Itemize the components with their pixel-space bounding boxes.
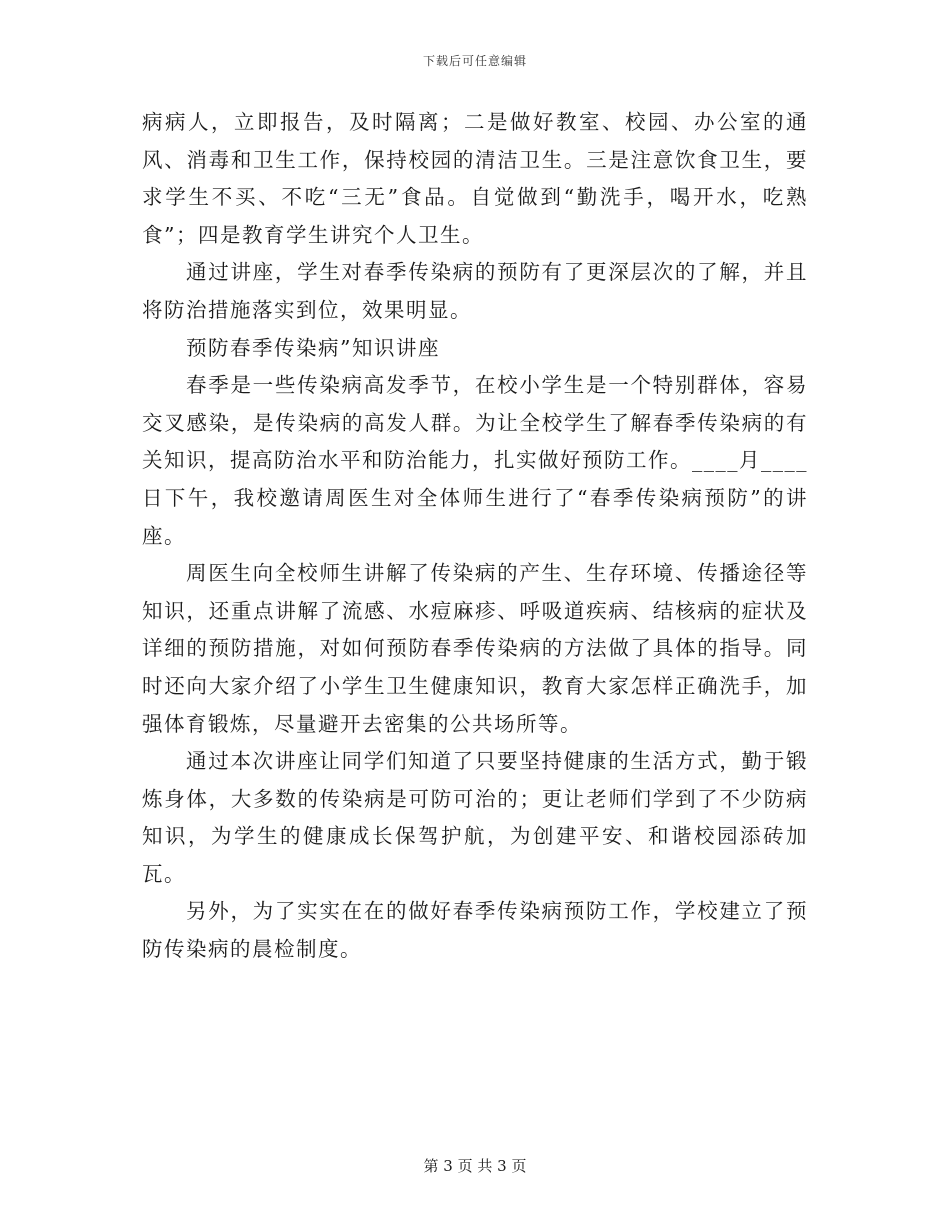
section-title: 预防春季传染病”知识讲座 bbox=[186, 335, 440, 360]
paragraph-morning-check: 另外，为了实实在在的做好春季传染病预防工作，学校建立了预防传染病的晨检制度。 bbox=[142, 899, 808, 962]
paragraph-continuation: 病病人，立即报告，及时隔离；二是做好教室、校园、办公室的通风、消毒和卫生工作，保持校园的清洁卫生。三是注意饮食卫生，要求学生不买、不吃“三无”食品。自觉做到“勤洗手，喝开水，吃熟食”；四是教育学生讲究个人卫生。 bbox=[142, 110, 808, 247]
document-body bbox=[142, 104, 808, 969]
paragraph-outcome: 通过本次讲座让同学们知道了只要坚持健康的生活方式，勤于锻炼身体，大多数的传染病是可防可治的；更让老师们学到了不少防病知识，为学生的健康成长保驾护航，为创建平安、和谐校园添砖加瓦。 bbox=[142, 749, 808, 886]
page-header: 下载后可任意编辑 bbox=[422, 54, 527, 68]
paragraph-lecture-summary: 通过讲座，学生对春季传染病的预防有了更深层次的了解，并且将防治措施落实到位，效果明显。 bbox=[142, 260, 808, 322]
paragraph-lecture-content: 周医生向全校师生讲解了传染病的产生、生存环境、传播途径等知识，还重点讲解了流感、水痘麻疹、呼吸道疾病、结核病的症状及详细的预防措施，对如何预防春季传染病的方法做了具体的指导。同时还向大家介绍了小学生卫生健康知识，教育大家怎样正确洗手，加强体育锻炼，尽量避开去密集的公共场所等。 bbox=[142, 561, 808, 736]
page-number: 第 3 页 共 3 页 bbox=[423, 1157, 527, 1175]
paragraph-intro: 春季是一些传染病高发季节，在校小学生是一个特别群体，容易交叉感染，是传染病的高发人群。为让全校学生了解春季传染病的有关知识，提高防治水平和防治能力，扎实做好预防工作。____月____日下午，我校邀请周医生对全体师生进行了“春季传染病预防”的讲座。 bbox=[142, 373, 808, 548]
